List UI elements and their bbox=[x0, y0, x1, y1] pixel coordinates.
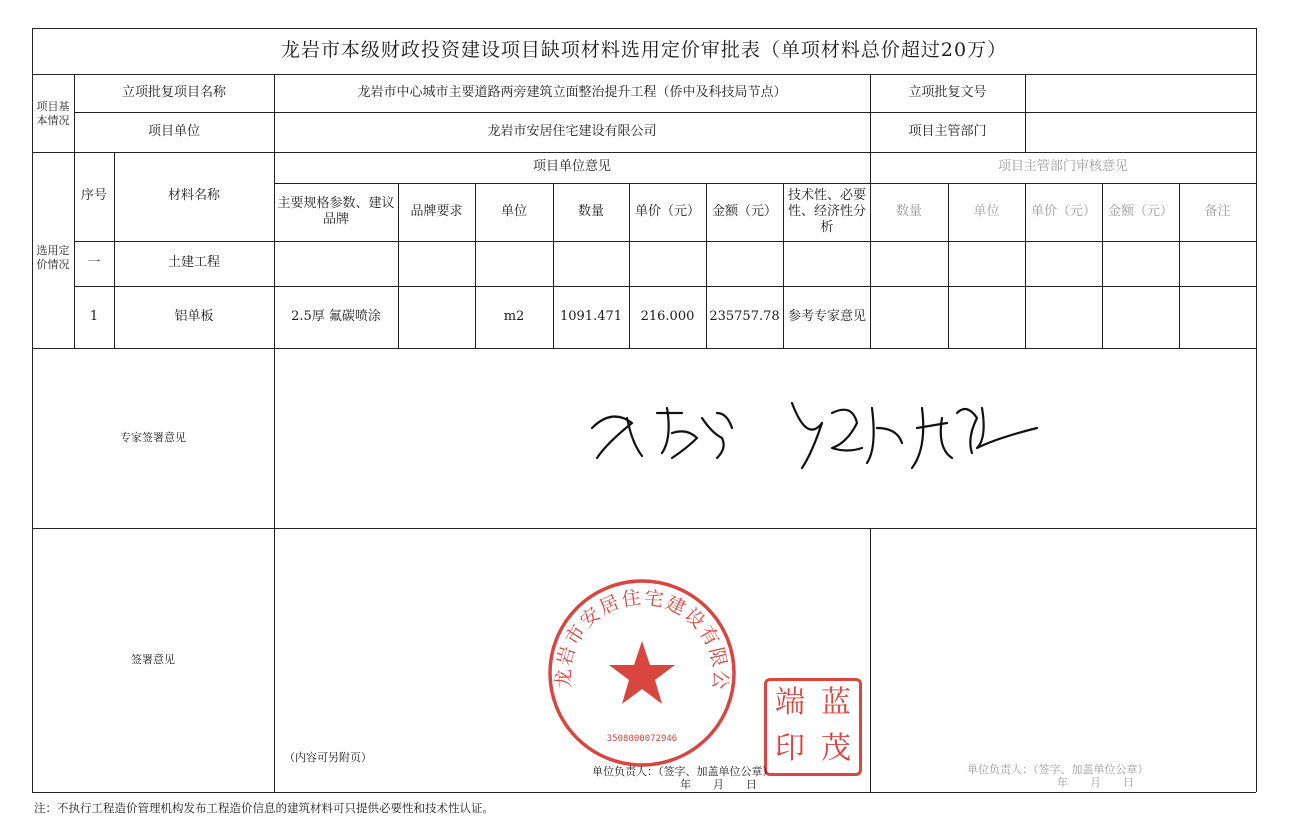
row-qty: 1091.471 bbox=[559, 308, 623, 324]
seal-code: 3508000072946 bbox=[606, 734, 678, 744]
frame-right bbox=[1256, 28, 1257, 792]
company-seal bbox=[542, 573, 742, 777]
frame-bottom bbox=[32, 792, 1256, 793]
dept-amount-header: 金额（元） bbox=[1107, 203, 1173, 219]
expert-opinion-label: 专家签署意见 bbox=[120, 431, 186, 445]
col-seq-header: 序号 bbox=[80, 188, 107, 204]
dept-qty-header: 数量 bbox=[895, 203, 922, 219]
row-material: 铝单板 bbox=[174, 308, 214, 324]
row-unit: m2 bbox=[503, 308, 525, 324]
section-pricing-label: 选用定价情况 bbox=[36, 244, 70, 271]
rule-v-sign-split bbox=[870, 528, 871, 792]
row-seq: 1 bbox=[89, 308, 99, 324]
col-spec-header: 主要规格参数、建议品牌 bbox=[277, 195, 395, 227]
col-material-header: 材料名称 bbox=[167, 188, 220, 204]
dept-price-header: 单价（元） bbox=[1030, 203, 1096, 219]
personal-stamp bbox=[764, 678, 862, 776]
project-name-label: 立项批复项目名称 bbox=[121, 84, 226, 100]
dept-unit-header: 单位 bbox=[973, 203, 1000, 219]
approval-no-label: 立项批复文号 bbox=[908, 84, 987, 100]
stamp-char: 端 bbox=[775, 685, 805, 720]
footnote: 注：不执行工程造价管理机构发布工程造价信息的建筑材料可只提供必要性和技术性认证。 bbox=[34, 801, 494, 815]
dept-remark-header: 备注 bbox=[1204, 203, 1231, 219]
rule-v-c6 bbox=[783, 183, 784, 348]
dept-value bbox=[1025, 112, 1256, 152]
col-unit-header: 单位 bbox=[500, 203, 527, 219]
expert-signatures bbox=[572, 388, 1052, 478]
stamp-char: 印 bbox=[775, 731, 805, 766]
unit-date: 年 月 日 bbox=[680, 778, 757, 792]
signature-2 bbox=[792, 403, 902, 468]
approval-form bbox=[32, 28, 1256, 792]
col-brand-header: 品牌要求 bbox=[410, 203, 463, 219]
col-price-header: 单价（元） bbox=[634, 203, 700, 219]
project-name-value: 龙岩市中心城市主要道路两旁建筑立面整治提升工程（侨中及科技局节点） bbox=[357, 84, 787, 100]
signature-1 bbox=[592, 408, 732, 458]
sign-opinion-label: 签署意见 bbox=[131, 653, 175, 667]
row-spec: 2.5厚 氟碳喷涂 bbox=[291, 308, 381, 324]
form-title: 龙岩市本级财政投资建设项目缺项材料选用定价审批表（单项材料总价超过20万） bbox=[280, 39, 1008, 62]
attach-note: （内容可另附页） bbox=[284, 751, 372, 765]
dept-label: 项目主管部门 bbox=[908, 123, 987, 139]
dept-sign-label: 单位负责人：（签字、加盖单位公章） bbox=[967, 763, 1149, 777]
dept-date: 年 月 日 bbox=[1057, 776, 1134, 790]
stamp-char: 茂 bbox=[821, 731, 851, 766]
unit-label: 项目单位 bbox=[147, 123, 200, 139]
col-amount-header: 金额（元） bbox=[711, 203, 777, 219]
dept-review-header: 项目主管部门审核意见 bbox=[997, 159, 1128, 175]
approval-no-value bbox=[1025, 74, 1256, 112]
section-basic-label: 项目基本情况 bbox=[36, 100, 70, 127]
col-qty-header: 数量 bbox=[577, 203, 604, 219]
row-amount: 235757.78 bbox=[709, 308, 780, 324]
unit-opinion-header: 项目单位意见 bbox=[532, 159, 611, 175]
signature-3 bbox=[912, 408, 1037, 468]
col-analysis-header: 技术性、必要性、经济性分析 bbox=[787, 187, 866, 236]
row-seq: 一 bbox=[87, 255, 101, 271]
row-analysis: 参考专家意见 bbox=[787, 308, 866, 324]
unit-sign-label: 单位负责人：（签字、加盖单位公章） bbox=[592, 765, 774, 779]
row-price: 216.000 bbox=[640, 308, 695, 324]
stamp-char: 蓝 bbox=[821, 685, 851, 720]
row-material: 土建工程 bbox=[167, 255, 220, 271]
seal-text: 龙岩市安居住宅建设有限公 bbox=[552, 586, 732, 692]
row-brand bbox=[398, 286, 475, 348]
unit-value: 龙岩市安居住宅建设有限公司 bbox=[487, 123, 657, 139]
